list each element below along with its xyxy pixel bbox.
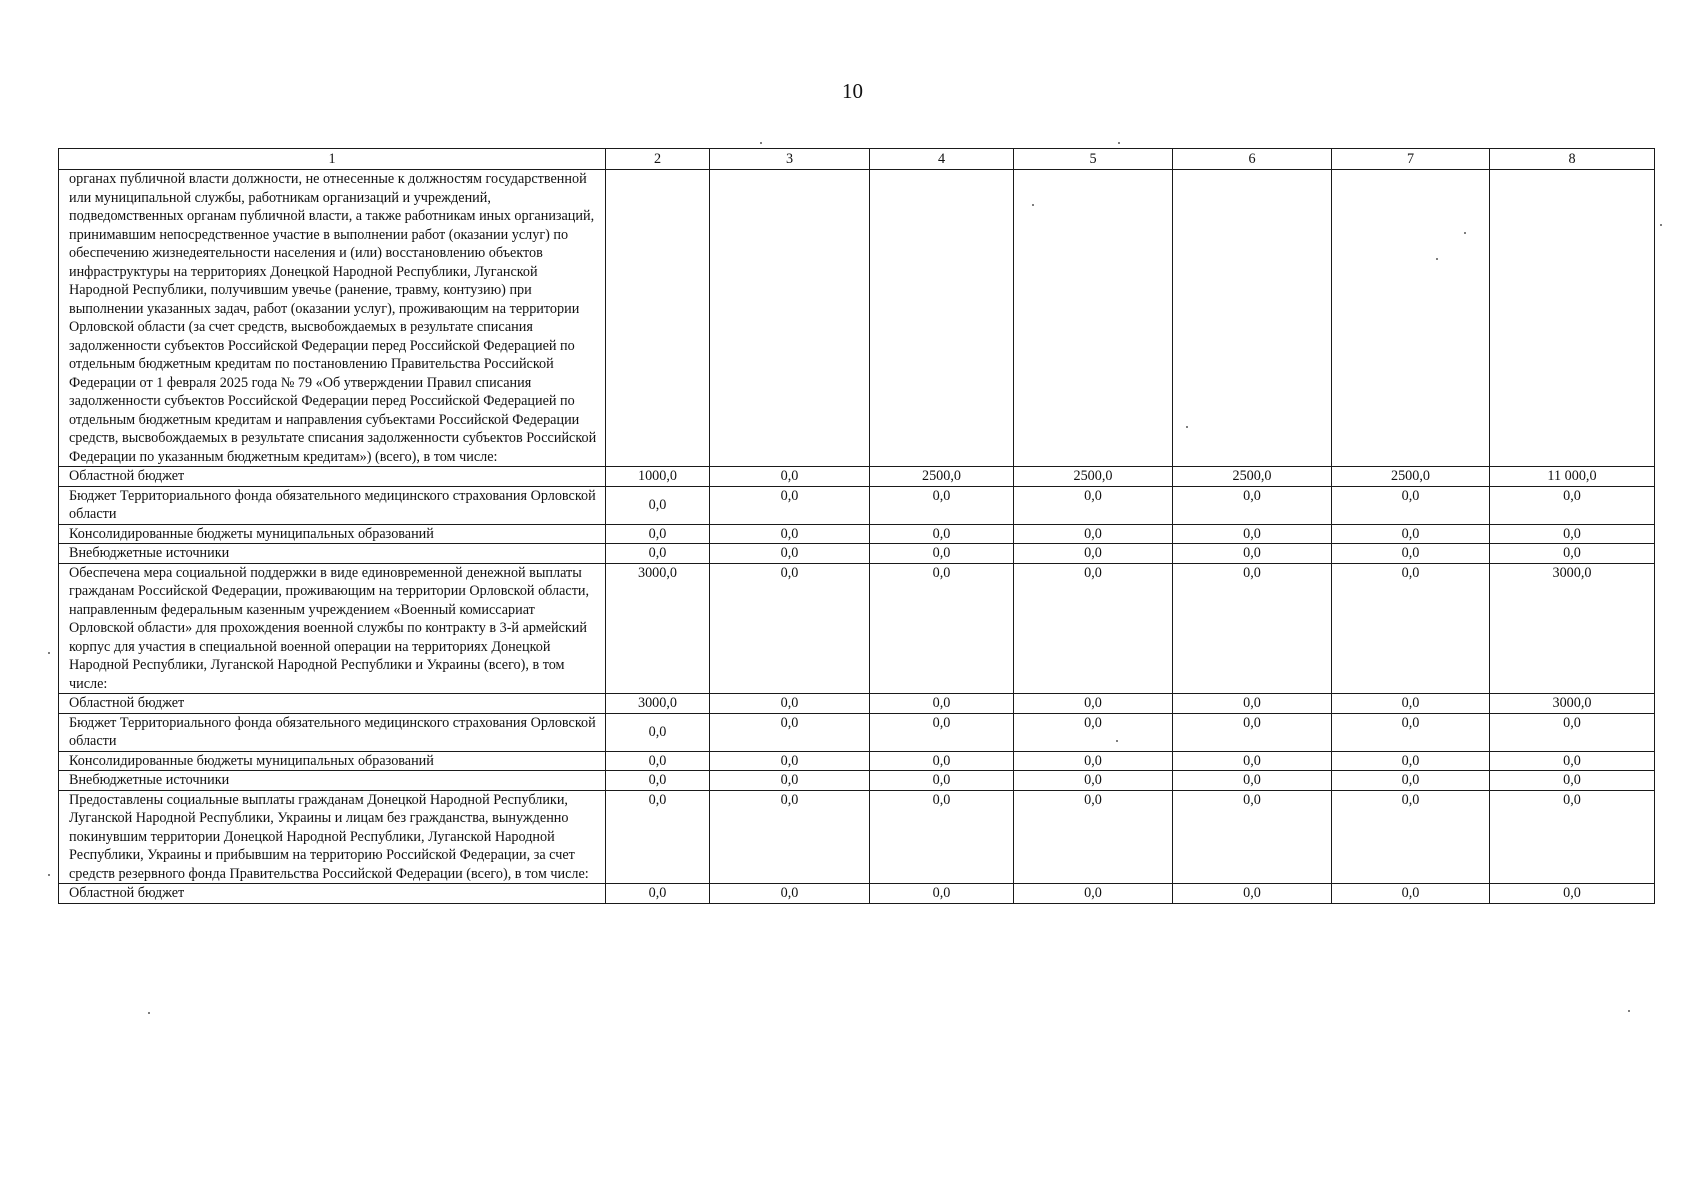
row-description: Предоставлены социальные выплаты гражданам Донецкой Народной Республики, Луганской Народной Республики, Украины и лицам без гражданства, вынужденно покинувшим территории Донецкой Народной Республики, Луганской Народной Республики, Украины и прибывшим на территорию Российской Федерации, за счет средств резервного фонда Правительства Российской Федерации (всего), в том числе:: [59, 790, 606, 884]
row-description: Консолидированные бюджеты муниципальных образований: [59, 751, 606, 771]
scan-speck: [1116, 740, 1118, 742]
table-cell: 0,0: [870, 563, 1014, 694]
table-cell: 3000,0: [1490, 563, 1655, 694]
row-description: Консолидированные бюджеты муниципальных образований: [59, 524, 606, 544]
table-cell: 0,0: [1490, 524, 1655, 544]
table-cell: 0,0: [1173, 563, 1332, 694]
table-cell: 0,0: [1173, 713, 1332, 751]
table-cell: 0,0: [1014, 563, 1173, 694]
table-cell: 0,0: [1490, 751, 1655, 771]
table-cell: 0,0: [606, 524, 710, 544]
table-cell: 0,0: [1014, 524, 1173, 544]
table-cell: [606, 170, 710, 467]
scan-speck: [48, 874, 50, 876]
table-cell: 0,0: [870, 694, 1014, 714]
table-cell: 0,0: [606, 713, 710, 751]
table-cell: 0,0: [710, 486, 870, 524]
table-cell: 0,0: [710, 544, 870, 564]
table-cell: 0,0: [1014, 544, 1173, 564]
column-header: 6: [1173, 149, 1332, 170]
scan-speck: [1118, 142, 1120, 144]
table-cell: [1173, 170, 1332, 467]
column-header: 4: [870, 149, 1014, 170]
table-cell: 0,0: [1332, 751, 1490, 771]
row-description: Областной бюджет: [59, 884, 606, 904]
table-cell: 0,0: [870, 486, 1014, 524]
table-cell: 0,0: [1014, 884, 1173, 904]
table-row: [59, 771, 1655, 791]
table-cell: 0,0: [1490, 544, 1655, 564]
table-row: [59, 486, 1655, 524]
table-cell: 0,0: [1014, 771, 1173, 791]
scan-speck: [48, 652, 50, 654]
column-header: 1: [59, 149, 606, 170]
table-cell: 0,0: [1014, 713, 1173, 751]
row-description: Областной бюджет: [59, 467, 606, 487]
table-cell: 0,0: [1014, 751, 1173, 771]
table-cell: 0,0: [1014, 694, 1173, 714]
table-cell: 2500,0: [870, 467, 1014, 487]
row-description: Внебюджетные источники: [59, 544, 606, 564]
table-row: [59, 170, 1655, 467]
table-cell: 0,0: [1173, 524, 1332, 544]
row-description: Областной бюджет: [59, 694, 606, 714]
table-cell: 0,0: [1173, 771, 1332, 791]
table-cell: 0,0: [606, 544, 710, 564]
table-cell: 3000,0: [1490, 694, 1655, 714]
table-cell: 0,0: [870, 751, 1014, 771]
table-cell: 0,0: [870, 544, 1014, 564]
table-cell: 0,0: [1173, 694, 1332, 714]
table-cell: 0,0: [606, 771, 710, 791]
table-cell: 0,0: [870, 771, 1014, 791]
table-cell: 0,0: [1332, 694, 1490, 714]
budget-table: [58, 148, 1655, 904]
table-cell: 0,0: [1332, 884, 1490, 904]
table-cell: [1014, 170, 1173, 467]
scan-speck: [1628, 1010, 1630, 1012]
row-description: органах публичной власти должности, не отнесенные к должностям государственной или муниципальной службы, работникам организаций и учреждений, подведомственных органам публичной власти, а также работникам иных организаций, принимавшим непосредственное участие в выполнении работ (оказании услуг) по обеспечению жизнедеятельности населения и (или) восстановлению объектов инфраструктуры на территориях Донецкой Народной Республики, Луганской Народной Республики, получившим увечье (ранение, травму, контузию) при выполнении указанных задач, работ (оказании услуг), проживающим на территории Орловской области (за счет средств, высвобождаемых в результате списания задолженности субъектов Российской Федерации перед Российской Федерацией по отдельным бюджетным кредитам по постановлению Правительства Российской Федерации от 1 февраля 2025 года № 79 «Об утверждении Правил списания задолженности субъектов Российской Федерации перед Российской Федерацией по отдельным бюджетным кредитам и направления субъектами Российской Федерации средств, высвобождаемых в результате списания задолженности субъектов Российской Федерации по указанным бюджетным кредитам») (всего), в том числе:: [59, 170, 606, 467]
table-cell: 0,0: [1332, 544, 1490, 564]
column-header: 2: [606, 149, 710, 170]
header-row: [59, 149, 1655, 170]
column-header: 3: [710, 149, 870, 170]
table-cell: 0,0: [1332, 713, 1490, 751]
table-row: [59, 884, 1655, 904]
table-row: [59, 563, 1655, 694]
table-cell: 0,0: [1173, 486, 1332, 524]
table-cell: 0,0: [1014, 790, 1173, 884]
table-cell: [1490, 170, 1655, 467]
table-cell: 0,0: [1173, 790, 1332, 884]
row-description: Обеспечена мера социальной поддержки в виде единовременной денежной выплаты гражданам Российской Федерации, проживающим на территории Орловской области, направленным федеральным казенным учреждением «Военный комиссариат Орловской области» для прохождения военной службы по контракту в 3-й армейский корпус для участия в специальной военной операции на территориях Донецкой Народной Республики, Луганской Народной Республики и Украины (всего), в том числе:: [59, 563, 606, 694]
table-row: [59, 544, 1655, 564]
table-cell: 0,0: [710, 467, 870, 487]
column-header: 7: [1332, 149, 1490, 170]
table-cell: 0,0: [710, 751, 870, 771]
table-cell: 0,0: [1490, 486, 1655, 524]
table-cell: 0,0: [870, 524, 1014, 544]
scan-speck: [760, 142, 762, 144]
table-cell: 0,0: [1490, 790, 1655, 884]
table-cell: [1332, 170, 1490, 467]
scan-speck: [1436, 258, 1438, 260]
table-cell: 0,0: [870, 713, 1014, 751]
table-cell: 0,0: [1173, 751, 1332, 771]
table-cell: 0,0: [1490, 771, 1655, 791]
table-cell: 0,0: [710, 524, 870, 544]
table-cell: 0,0: [1332, 524, 1490, 544]
table-cell: 0,0: [606, 751, 710, 771]
table-cell: 0,0: [710, 790, 870, 884]
scan-speck: [148, 1012, 150, 1014]
table-cell: 0,0: [1490, 884, 1655, 904]
table-row: [59, 524, 1655, 544]
table-cell: 0,0: [710, 771, 870, 791]
table-cell: 0,0: [1014, 486, 1173, 524]
table-row: [59, 751, 1655, 771]
table-row: [59, 467, 1655, 487]
table-cell: 0,0: [710, 713, 870, 751]
table-cell: 11 000,0: [1490, 467, 1655, 487]
row-description: Бюджет Территориального фонда обязательного медицинского страхования Орловской области: [59, 713, 606, 751]
table-cell: 0,0: [1490, 713, 1655, 751]
table-cell: [710, 170, 870, 467]
table-cell: 0,0: [870, 884, 1014, 904]
table-cell: 2500,0: [1332, 467, 1490, 487]
table-cell: 0,0: [606, 884, 710, 904]
table-cell: 2500,0: [1173, 467, 1332, 487]
table-cell: 0,0: [1173, 544, 1332, 564]
table-cell: 0,0: [1173, 884, 1332, 904]
row-description: Бюджет Территориального фонда обязательного медицинского страхования Орловской области: [59, 486, 606, 524]
scan-speck: [1032, 204, 1034, 206]
scan-speck: [1186, 426, 1188, 428]
table-cell: [870, 170, 1014, 467]
table-cell: 0,0: [606, 790, 710, 884]
table-row: [59, 694, 1655, 714]
table-cell: 0,0: [710, 694, 870, 714]
column-header: 5: [1014, 149, 1173, 170]
table-cell: 1000,0: [606, 467, 710, 487]
table-cell: 2500,0: [1014, 467, 1173, 487]
page-number: 10: [842, 79, 863, 103]
scan-speck: [1464, 232, 1466, 234]
scan-speck: [1660, 224, 1662, 226]
table-cell: 0,0: [710, 563, 870, 694]
table-row: [59, 713, 1655, 751]
table-cell: 0,0: [710, 884, 870, 904]
table-cell: 0,0: [1332, 790, 1490, 884]
column-header: 8: [1490, 149, 1655, 170]
table-cell: 0,0: [1332, 563, 1490, 694]
table-cell: 0,0: [606, 486, 710, 524]
row-description: Внебюджетные источники: [59, 771, 606, 791]
table-cell: 0,0: [870, 790, 1014, 884]
table-row: [59, 790, 1655, 884]
table-cell: 3000,0: [606, 694, 710, 714]
table-cell: 3000,0: [606, 563, 710, 694]
table-cell: 0,0: [1332, 486, 1490, 524]
table-cell: 0,0: [1332, 771, 1490, 791]
